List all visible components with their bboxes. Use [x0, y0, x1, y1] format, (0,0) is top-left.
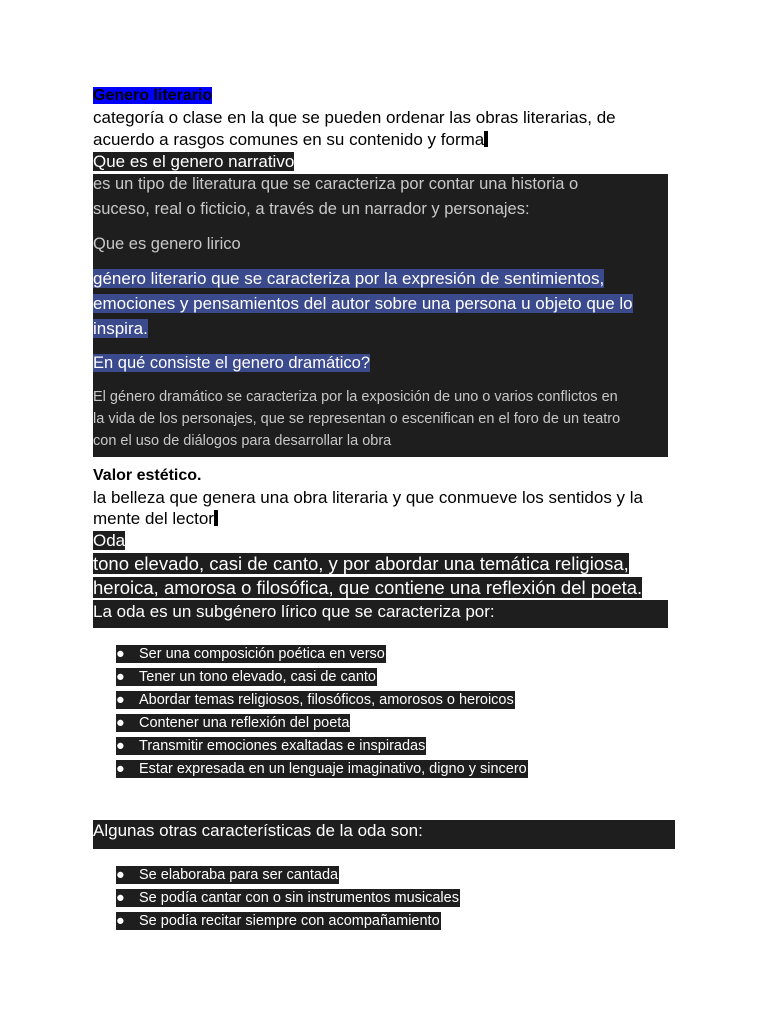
- narrativo-answer-line-2: suceso, real o ficticio, a través de un narrador y personajes:: [93, 200, 530, 218]
- bullet-icon: ●: [116, 715, 125, 731]
- document-title: [93, 87, 212, 105]
- definition-line-2: [93, 130, 488, 150]
- lirico-answer-line-3: [93, 319, 148, 339]
- list-item-text: [116, 691, 515, 709]
- list-item-label: Ser una composición poética en verso: [139, 646, 385, 662]
- otras-title: Algunas otras características de la oda son:: [93, 821, 423, 840]
- list-item-text: [116, 889, 460, 907]
- lirico-answer-line-1: [93, 269, 604, 289]
- list-item-text: [116, 645, 386, 663]
- lirico-answer-line-2: [93, 294, 633, 314]
- lirico-answer-line-3-text: inspira.: [93, 319, 148, 338]
- list-item: [116, 867, 460, 890]
- bullet-icon: ●: [116, 738, 125, 754]
- oda-line-1-text: tono elevado, casi de canto, y por abordar una temática religiosa,: [93, 553, 629, 574]
- valor-line-2: [93, 509, 218, 529]
- list-item-label: Contener una reflexión del poeta: [139, 715, 350, 731]
- list-item-text: [116, 760, 528, 778]
- list-item-text: [116, 866, 339, 884]
- text-cursor-2: [214, 510, 218, 526]
- narrativo-question: [93, 152, 294, 172]
- list-item-label: Se elaboraba para ser cantada: [139, 867, 339, 883]
- bullet-icon: ●: [116, 913, 125, 929]
- oda-characteristics-list: [116, 646, 528, 784]
- oda-title: [93, 531, 125, 551]
- list-item-text: [116, 737, 426, 755]
- otras-characteristics-list: [116, 867, 460, 936]
- definition-line-2-text: acuerdo a rasgos comunes en su contenido y forma: [93, 130, 485, 149]
- bullet-icon: ●: [116, 890, 125, 906]
- oda-line-2-text: heroica, amorosa o filosófica, que contiene una reflexión del poeta.: [93, 577, 643, 598]
- bullet-icon: ●: [116, 669, 125, 685]
- list-item-text: [116, 912, 441, 930]
- list-item: [116, 738, 528, 761]
- narrativo-answer-line-1: es un tipo de literatura que se caracteriza por contar una historia o: [93, 175, 579, 193]
- dramatico-question-text: En qué consiste el genero dramático?: [93, 354, 371, 372]
- list-item-label: Se podía cantar con o sin instrumentos musicales: [139, 890, 459, 906]
- list-item-label: Se podía recitar siempre con acompañamiento: [139, 913, 440, 929]
- list-item: [116, 913, 460, 936]
- lirico-answer-line-2-text: emociones y pensamientos del autor sobre una persona u objeto que lo: [93, 294, 633, 313]
- list-item: [116, 646, 528, 669]
- list-item-text: [116, 714, 350, 732]
- oda-sub-text: La oda es un subgénero lírico que se caracteriza por:: [93, 602, 495, 621]
- bullet-icon: ●: [116, 646, 125, 662]
- lirico-answer-line-1-text: género literario que se caracteriza por la expresión de sentimientos,: [93, 269, 605, 288]
- oda-line-1: [93, 553, 629, 575]
- lirico-question: Que es genero lirico: [93, 235, 241, 253]
- oda-title-text: Oda: [93, 531, 126, 550]
- bullet-icon: ●: [116, 692, 125, 708]
- dramatico-answer-line-3: con el uso de diálogos para desarrollar la obra: [93, 433, 392, 449]
- dramatico-answer-line-1: El género dramático se caracteriza por la exposición de uno o varios conflictos en: [93, 389, 618, 405]
- list-item: [116, 669, 528, 692]
- valor-title: Valor estético.: [93, 467, 202, 484]
- valor-line-1: la belleza que genera una obra literaria y que conmueve los sentidos y la: [93, 488, 644, 507]
- list-item: [116, 890, 460, 913]
- narrativo-question-text: Que es el genero narrativo: [93, 152, 295, 171]
- oda-line-2: [93, 577, 642, 599]
- definition-line-1: categoría o clase en la que se pueden ordenar las obras literarias, de: [93, 108, 616, 127]
- list-item-label: Transmitir emociones exaltadas e inspiradas: [139, 738, 426, 754]
- valor-line-2-text: mente del lector: [93, 509, 214, 528]
- list-item-text: [116, 668, 377, 686]
- title-highlight: Genero literario: [93, 87, 213, 104]
- list-item-label: Tener un tono elevado, casi de canto: [139, 669, 376, 685]
- text-cursor: [484, 131, 488, 147]
- list-item: [116, 692, 528, 715]
- dramatico-answer-line-2: la vida de los personajes, que se representan o escenifican en el foro de un teatro: [93, 411, 621, 427]
- list-item-label: Estar expresada en un lenguaje imaginativo, digno y sincero: [139, 761, 527, 777]
- dramatico-question: [93, 354, 370, 373]
- bullet-icon: ●: [116, 761, 125, 777]
- bullet-icon: ●: [116, 867, 125, 883]
- list-item-label: Abordar temas religiosos, filosóficos, amorosos o heroicos: [139, 692, 514, 708]
- list-item: [116, 761, 528, 784]
- list-item: [116, 715, 528, 738]
